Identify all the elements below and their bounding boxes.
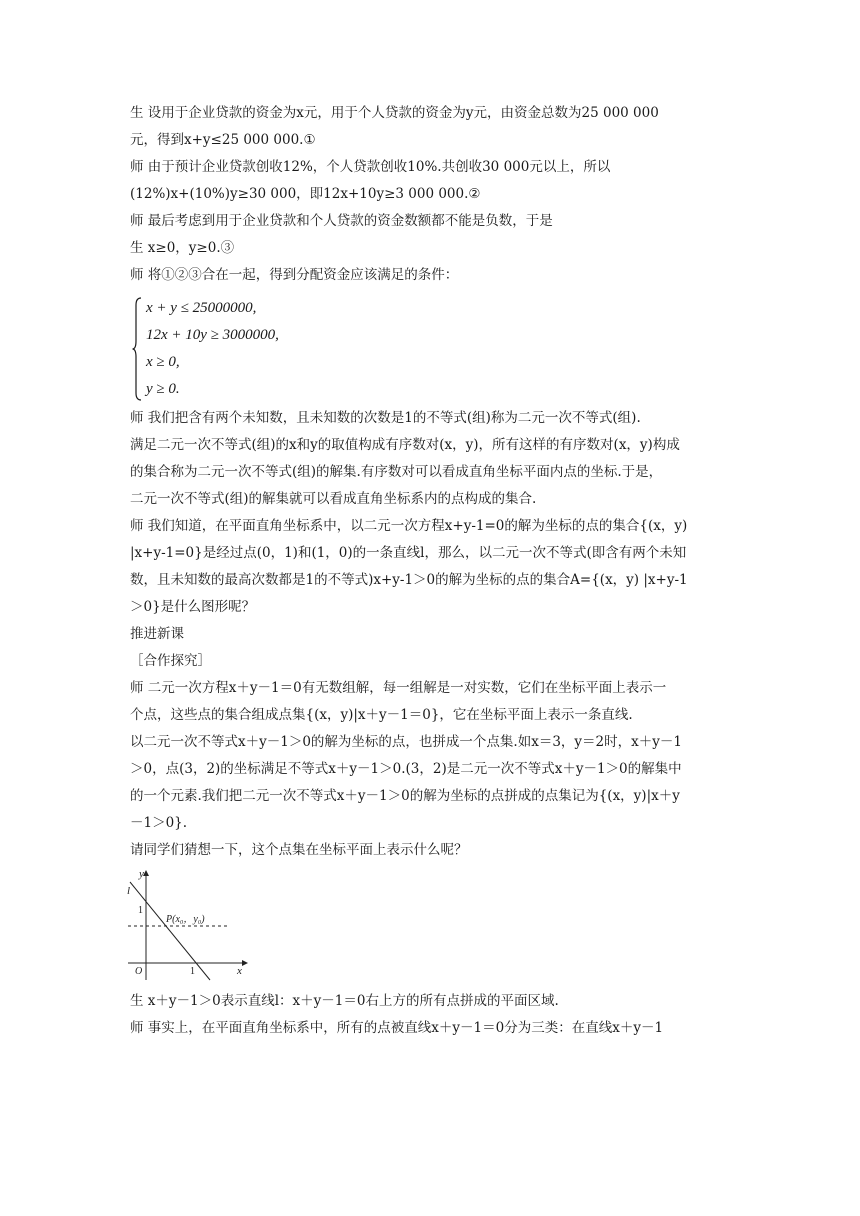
text-line: 的一个元素.我们把二元一次不等式x＋y－1＞0的解为坐标的点拼成的点集记为{(x，y)|x＋y	[130, 788, 680, 804]
paragraph-block-top	[130, 100, 730, 289]
x-axis-label: x	[237, 965, 242, 977]
text-line: 请同学们猜想一下，这个点集在坐标平面上表示什么呢？	[130, 842, 468, 858]
x-axis-arrow-icon	[242, 960, 248, 966]
text-line: 元，得到x+y≤25 000 000.①	[130, 132, 316, 148]
text-line: ＞0，点(3，2)的坐标满足不等式x＋y－1＞0.(3，2)是二元一次不等式x＋y－1＞0的解集中	[130, 761, 682, 777]
origin-label: O	[135, 966, 143, 977]
text-line: (12%)x+(10%)y≥30 000，即12x+10y≥3 000 000.②	[130, 186, 481, 202]
text-line: 师 将①②③合在一起，得到分配资金应该满足的条件：	[130, 267, 459, 283]
text-line: －1＞0}.	[130, 815, 188, 831]
text-line: 师 最后考虑到用于企业贷款和个人贷款的资金数额都不能是负数，于是	[130, 213, 553, 229]
inequality-2: 12x + 10y ≥ 3000000,	[146, 327, 279, 343]
text-line: 生 x≥0，y≥0.③	[130, 240, 235, 256]
inequality-1: x + y ≤ 25000000,	[146, 300, 257, 316]
y-axis-label: y	[139, 868, 144, 880]
document-page	[127, 100, 730, 1042]
text-line: 个点，这些点的集合组成点集{(x，y)|x＋y－1＝0}，它在坐标平面上表示一条直线.	[130, 707, 633, 723]
text-line: 的集合称为二元一次不等式(组)的解集.有序数对可以看成直角坐标平面内点的坐标.于是，	[130, 464, 663, 480]
paragraph-block-bottom	[130, 988, 730, 1042]
point-p-label: P(x₀，y₀)	[166, 914, 205, 925]
text-line: 数，且未知数的最高次数都是1的不等式)x+y-1＞0的解为坐标的点的集合A={(x，y) |x+y-1	[130, 572, 688, 588]
text-line: 师 我们把含有两个未知数，且未知数的次数是1的不等式(组)称为二元一次不等式(组).	[130, 410, 641, 426]
text-line: 师 事实上，在平面直角坐标系中，所有的点被直线x＋y－1＝0分为三类：在直线x＋y－1	[130, 1020, 664, 1036]
y-axis-arrow-icon	[143, 870, 149, 876]
line-l-label: l	[127, 885, 131, 897]
coordinate-figure	[127, 868, 730, 986]
paragraph-block-middle	[130, 405, 730, 864]
text-line: 以二元一次不等式x＋y－1＞0的解为坐标的点，也拼成一个点集.如x＝3，y＝2时，x＋y－1	[130, 734, 682, 750]
text-line: 满足二元一次不等式(组)的x和y的取值构成有序数对(x，y)，所有这样的有序数对(x，y)构成	[130, 437, 680, 453]
text-line: 师 二元一次方程x＋y－1＝0有无数组解，每一组解是一对实数，它们在坐标平面上表示一	[130, 680, 667, 696]
coordinate-diagram	[126, 868, 256, 986]
text-line: |x+y-1=0}是经过点(0，1)和(1，0)的一条直线l，那么，以二元一次不等式(即含有两个未知	[130, 545, 687, 561]
section-heading: 推进新课	[130, 626, 184, 642]
text-line: 二元一次不等式(组)的解集就可以看成直角坐标系内的点构成的集合.	[130, 491, 537, 507]
inequality-4: y ≥ 0.	[146, 381, 180, 397]
text-line: 生 x＋y－1＞0表示直线l：x＋y－1＝0右上方的所有点拼成的平面区域.	[130, 993, 559, 1009]
text-line: 生 设用于企业贷款的资金为x元，用于个人贷款的资金为y元，由资金总数为25 000 000	[130, 105, 659, 121]
inequality-system	[130, 293, 730, 405]
text-line: 师 由于预计企业贷款创收12%，个人贷款创收10%.共创收30 000元以上，所以	[130, 159, 611, 175]
text-line: 师 我们知道，在平面直角坐标系中，以二元一次方程x+y-1=0的解为坐标的点的集合{(x，y)	[130, 518, 688, 534]
inequality-3: x ≥ 0,	[146, 354, 180, 370]
left-brace-icon	[132, 297, 142, 401]
x-tick-label: 1	[190, 966, 195, 977]
section-subheading: ［合作探究］	[130, 653, 211, 669]
text-line: ＞0}是什么图形呢？	[130, 599, 256, 615]
y-tick-label: 1	[138, 905, 143, 916]
